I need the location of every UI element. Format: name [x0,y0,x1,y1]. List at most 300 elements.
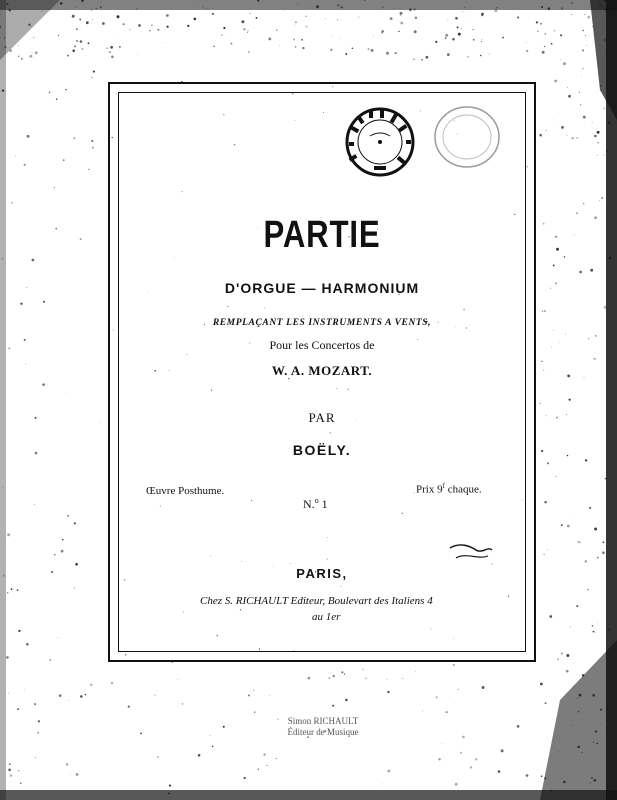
scan-speck [128,705,130,707]
scan-speck [2,89,4,91]
scan-speck [578,746,580,748]
scan-speck [554,30,556,32]
scan-speck [567,135,568,136]
scan-speck [593,742,594,743]
scan-speck [57,637,58,638]
scan-speck [26,287,27,288]
scan-speck [137,54,138,55]
scan-speck [88,42,90,44]
scan-speck [603,541,605,543]
scan-speck [2,487,3,488]
scan-speck [123,23,125,25]
scan-speck [605,8,608,11]
scan-speck [608,770,609,771]
scan-speck [453,664,455,666]
scan-speck [249,13,251,15]
scan-speck [473,29,474,30]
scan-speck [91,23,92,24]
city: PARIS, [296,566,348,581]
scan-speck [445,37,447,39]
scan-speck [548,7,551,10]
scan-speck [293,38,295,40]
scan-speck [594,779,597,782]
scan-speck [438,758,440,760]
scan-speck [243,28,245,30]
scan-speck [537,31,538,32]
scan-speck [25,363,26,364]
scan-speck [92,19,93,20]
scan-speck [76,28,78,30]
scan-speck [606,122,607,123]
scan-speck [455,17,458,20]
scan-speck [605,50,606,51]
scan-speck [597,622,598,623]
scan-speck [26,643,29,646]
scan-speck [60,2,62,4]
faint-circular-stamp [432,104,502,170]
scan-speck [73,137,75,139]
scan-speck [592,625,594,627]
scan-speck [178,679,179,680]
scan-speck [70,774,71,775]
scan-speck [422,710,423,711]
scan-speck [106,47,108,49]
price-label [416,482,482,496]
scan-speck [333,675,335,677]
scan-speck [99,422,100,423]
scan-speck [482,39,483,40]
scan-speck [558,751,559,752]
scan-speck [551,347,552,348]
scan-speck [276,30,277,31]
scan-speck [387,679,388,680]
scan-speck [115,36,116,37]
scan-speck [9,47,10,48]
scan-speck [541,361,542,362]
scan-speck [267,765,268,766]
by-label: PAR [308,410,336,425]
scan-speck [597,131,600,134]
number-value: 1 [321,497,328,511]
scan-speck [566,414,567,415]
handwritten-mark [446,538,496,566]
scan-speck [586,45,587,46]
scan-speck [358,17,359,18]
scan-speck [33,37,34,38]
scan-speck [585,459,587,461]
scan-speck [592,26,593,27]
scan-speck [395,52,397,54]
scan-speck [345,53,347,55]
scan-speck [542,51,545,54]
scan-speck [481,41,482,42]
scan-speck [258,769,259,770]
scan-speck [35,452,38,455]
scan-speck [35,51,38,54]
scan-speck [561,126,564,129]
scan-speck [595,632,596,633]
scan-speck [9,763,11,765]
scan-speck [578,541,580,543]
scan-speck [563,62,566,65]
scan-speck [4,46,7,49]
scan-speck [130,29,131,30]
scan-speck [149,30,150,31]
scan-speck [194,18,197,21]
number-prefix: N. [303,497,315,511]
scan-speck [0,37,1,38]
scan-speck [223,726,225,728]
scan-speck [306,26,308,28]
scan-speck [606,151,608,153]
scan-speck [606,727,608,729]
scan-speck [544,554,545,555]
publisher-line: Chez S. RICHAULT Editeur, Boulevart des Italiens 4 [200,595,433,607]
scan-speck [599,4,602,7]
scan-speck [51,571,53,573]
scan-speck [582,752,583,753]
publisher-stamp-role: Éditeur de Musique [287,727,359,737]
scan-speck [400,22,403,25]
scan-speck [325,19,326,20]
scan-speck [482,686,485,689]
scan-speck [58,35,59,36]
scan-speck [608,228,609,229]
scan-speck [543,223,545,225]
scan-speck [341,671,343,673]
scan-speck [49,659,50,660]
replacing-instruments-line: REMPLAÇANT LES INSTRUMENTS A VENTS, [212,318,432,328]
scan-speck [169,785,171,787]
scan-speck [11,202,13,204]
scan-speck [461,28,462,29]
scan-speck [540,23,542,25]
scan-speck [567,374,570,377]
scan-speck [76,773,79,776]
concertos-line: Pour les Concertos de [269,338,375,352]
scan-speck [6,3,8,5]
scan-speck [553,330,554,331]
scan-speck [166,26,168,28]
scan-speck [554,80,557,83]
scan-speck [601,197,603,199]
scan-speck [578,711,580,713]
scan-speck [67,55,69,57]
scan-speck [546,130,547,131]
scan-speck [446,711,448,713]
scan-speck [541,450,543,452]
scan-speck [398,31,399,32]
scan-speck [3,575,5,577]
scan-speck [426,56,429,59]
scan-speck [86,21,89,24]
scan-speck [609,257,612,260]
scan-speck [541,775,543,777]
scan-speck [457,26,459,28]
scan-speck [9,49,12,52]
scan-speck [10,774,13,777]
scan-speck [24,689,25,690]
scan-speck [561,7,563,9]
scan-speck [595,730,597,732]
scan-speck [582,30,584,32]
scan-speck [54,187,55,188]
scan-speck [462,736,465,739]
scan-speck [470,766,472,768]
scan-speck [594,135,597,138]
scan-speck [230,34,231,35]
scan-speck [501,749,504,752]
scan-speck [563,781,566,784]
scan-speck [387,691,389,693]
scan-speck [415,17,418,20]
scan-speck [579,92,580,93]
scan-speck [577,698,578,699]
scan-speck [38,732,39,733]
scan-speck [547,549,548,550]
scan-speck [8,693,9,694]
scan-speck [198,754,201,757]
scan-speck [545,33,546,34]
scan-speck [596,743,598,745]
scan-speck [345,699,348,702]
library-stamp-seal [344,106,416,178]
scan-speck [605,478,607,480]
scan-speck [415,671,416,672]
scan-speck [76,7,77,8]
scan-speck [329,677,330,678]
scan-speck [35,417,37,419]
scan-speck [228,725,229,726]
scan-speck [140,733,142,735]
scan-speck [109,51,111,53]
scan-speck [543,370,544,371]
scan-speck [24,339,26,341]
scan-speck [544,702,546,704]
scan-speck [603,108,605,110]
scan-speck [72,15,75,18]
scan-speck [56,98,58,100]
scan-speck [414,30,417,33]
scan-speck [221,34,223,36]
scan-speck [309,6,310,7]
scan-speck [576,137,578,139]
scan-speck [540,683,543,686]
scan-speck [567,455,568,456]
scan-speck [544,310,546,312]
scan-speck [455,783,458,786]
scan-speck [0,14,1,15]
scan-speck [445,34,448,37]
scan-speck [306,16,307,17]
scan-speck [24,164,26,166]
scan-speck [66,393,67,394]
scan-speck [557,658,559,660]
scan-speck [268,37,271,40]
scan-speck [569,399,571,401]
scan-speck [90,684,92,686]
scan-speck [597,155,598,156]
scan-speck [283,10,284,11]
scan-speck [481,13,484,16]
scan-speck [67,515,69,517]
scan-speck [571,2,573,4]
scan-speck [582,68,583,69]
scan-speck [565,334,566,335]
scan-speck [20,303,22,305]
publisher-stamp-name: Simon RICHAULT [287,716,359,726]
scan-speck [295,46,296,47]
scan-speck [76,40,78,42]
scan-speck [247,32,248,33]
scan-speck [8,347,10,349]
scan-speck [463,11,464,12]
scan-speck [212,13,214,15]
scan-speck [381,30,383,32]
scan-speck [368,48,370,50]
scan-speck [602,551,605,554]
scan-speck [74,522,76,524]
number-label: N.$^o$ 1 [303,496,328,511]
scan-speck [371,49,374,52]
scan-speck [606,658,607,659]
scan-speck [390,17,393,20]
scan-speck [202,6,203,7]
scan-speck [567,525,570,528]
scan-speck [469,17,470,18]
scan-speck [339,39,340,40]
scan-speck [32,259,35,262]
scan-speck [579,694,582,697]
scan-speck [301,39,303,41]
scan-speck [34,504,35,505]
scan-speck [400,15,401,16]
scan-speck [449,51,450,52]
scan-speck [157,29,159,31]
scan-speck [79,19,81,21]
scan-speck [594,528,597,531]
scan-speck [223,27,225,29]
scan-speck [577,541,578,542]
price-unit: f [442,482,445,490]
scan-speck [28,24,30,26]
scan-speck [544,501,546,503]
scan-speck [42,383,45,386]
scan-speck [517,725,520,728]
scan-speck [256,17,258,19]
scan-speck [591,777,593,779]
scan-speck [244,777,246,779]
publisher-stamp [268,716,378,738]
scan-speck [269,695,270,696]
scan-speck [387,770,390,773]
scan-speck [598,44,599,45]
scan-speck [544,46,546,48]
scan-speck [463,21,464,22]
scan-speck [604,39,606,41]
scan-speck [612,1,615,4]
scan-speck [80,40,83,43]
scan-speck [400,12,403,15]
scan-speck [608,122,610,124]
scan-speck [6,656,9,659]
scan-speck [331,36,332,37]
scan-speck [608,12,610,14]
scan-speck [585,35,586,36]
scan-speck [590,269,593,272]
scan-speck [590,782,591,783]
scan-speck [308,677,311,680]
scan-speck [102,22,105,25]
scan-speck [295,25,296,26]
scan-speck [549,615,552,618]
scan-speck [570,516,571,517]
scan-speck [570,626,571,627]
scan-speck [74,588,75,589]
scan-speck [460,752,462,754]
composer-name: W. A. MOZART. [271,363,373,378]
scan-speck [594,358,596,360]
scan-speck [585,560,587,562]
scan-speck [7,592,8,593]
scan-speck [458,689,459,690]
scan-speck [276,758,277,759]
scan-speck [526,774,529,777]
scan-speck [495,9,498,12]
scan-speck [157,756,159,758]
scan-speck [435,41,437,43]
scan-speck [467,56,469,58]
scan-speck [8,769,11,772]
scan-speck [536,21,538,23]
scan-speck [194,7,195,8]
scan-speck [386,52,389,55]
scan-speck [230,43,232,45]
scan-speck [608,629,609,630]
scan-speck [539,134,542,137]
scan-speck [298,4,299,5]
scan-speck [20,782,21,783]
scan-speck [449,696,450,697]
scan-speck [11,588,13,590]
scan-speck [568,95,571,98]
scan-speck [498,770,501,773]
scan-speck [480,55,482,57]
scan-speck [373,35,374,36]
scan-speck [18,630,20,632]
scan-speck [254,711,255,712]
scan-speck [91,77,92,78]
scan-speck [402,678,403,679]
scan-speck [43,301,45,303]
scan-speck [553,120,554,121]
scan-speck [583,203,585,205]
scan-speck [341,6,343,8]
scan-speck [458,33,461,36]
scan-speck [279,45,280,46]
scan-speck [582,674,585,677]
scan-speck [592,122,593,123]
scan-speck [35,757,36,758]
scan-speck [92,146,94,148]
scan-speck [584,377,585,378]
scan-speck [181,703,183,705]
scan-speck [85,694,86,695]
scan-speck [593,631,595,633]
scan-speck [29,55,32,58]
scan-speck [550,288,551,289]
scan-speck [295,21,297,23]
